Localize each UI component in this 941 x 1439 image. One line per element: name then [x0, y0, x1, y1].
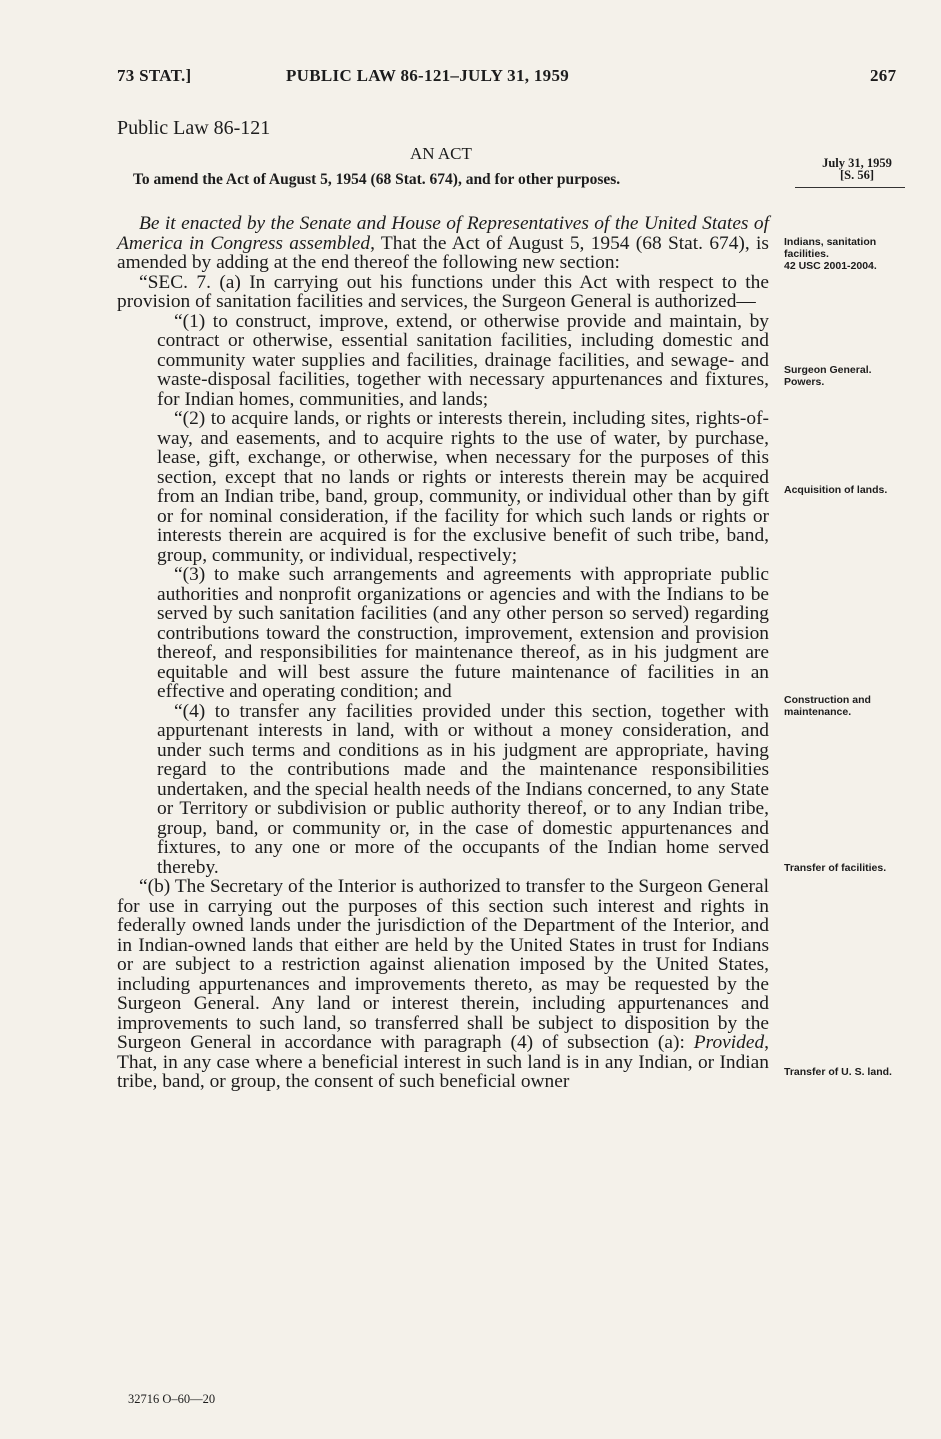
date-divider — [795, 187, 905, 188]
page-number: 267 — [870, 66, 897, 85]
law-title: Public Law 86-121 — [117, 117, 271, 139]
paragraph-2: “(2) to acquire lands, or rights or interests therein, including sites, rights-of-way, and easements, and to acquire rights to the use of water, by purchase, lease, gift, exchange, or otherwise, when necessary for the purposes of this section, except that no lands or rights or interests therein may be acquired from an Indian tribe, band, group, community, or individual other than by gift or for nominal consideration, if the facility for which such lands or rights or interests therein are acquired is for the exclusive benefit of such tribe, band, group, community, or individual, respectively; — [157, 408, 769, 566]
subsection-b-text: “(b) The Secretary of the Interior is authorized to transfer to the Surgeon General for use in carrying out the purposes of this section such interest and rights in federally owned lands under the jurisdiction of the Department of the Interior, and in Indian-owned lands that either are held by the United States in trust for Indians or are subject to a restriction against alienation imposed by the United States, including appurtenances and improvements thereto, as may be requested by the Surgeon General. Any land or interest therein, including appurtenances and improvements to such land, so transferred shall be subject to disposition by the Surgeon General in accordance with paragraph (4) of subsection (a): — [117, 876, 769, 1053]
date-note-bill: [S. 56] — [839, 168, 875, 182]
note-acquisition: Acquisition of lands. — [784, 484, 888, 496]
header-title: PUBLIC LAW 86-121–JULY 31, 1959 — [286, 66, 570, 85]
date-note — [814, 157, 900, 181]
margin-note-indians — [784, 236, 924, 272]
note-powers: Powers. — [784, 376, 825, 388]
act-caption: To amend the Act of August 5, 1954 (68 Stat. 674), and for other purposes. — [133, 171, 621, 188]
note-indians: Indians, sanitation facilities. — [784, 236, 877, 260]
subsection-b-rest: , That, in any case where a beneficial interest in such land is in any Indian, or Indian tribe, band, or group, the consent of such beneficial owner — [117, 1032, 769, 1092]
header-volume: 73 STAT.] — [117, 66, 192, 85]
body-text — [117, 214, 769, 1092]
enacting-rest: , That the Act of August 5, 1954 (68 Stat. 674), is amended by adding at the end thereof the following new section: — [117, 232, 769, 273]
act-heading: AN ACT — [410, 144, 472, 163]
footer-print-code: 32716 O–60—20 — [128, 1392, 216, 1406]
enacting-clause — [117, 214, 769, 273]
paragraph-1: “(1) to construct, improve, extend, or otherwise provide and maintain, by contract or otherwise, essential sanitation facilities, including domestic and community water supplies and facilities, drainage facilities, and sewage- and waste-disposal facilities, together with necessary appurtenances and fixtures, for Indian homes, communities, and lands; — [157, 310, 769, 410]
note-usc: 42 USC 2001-2004. — [784, 260, 877, 272]
note-surgeon: Surgeon General. — [784, 364, 872, 376]
subsection-b — [117, 877, 769, 1092]
enacting-italic: Be it enacted by the Senate and House of Representatives of the United States of America in Congress assembled — [117, 213, 769, 254]
paragraph-3: “(3) to make such arrangements and agreements with appropriate public authorities and nonprofit organizations or agencies and with the Indians to be served by such sanitation facilities (and any other person so served) regarding contributions toward the construction, improvement, extension and provision thereof, and responsibilities for maintenance thereof, as in his judgment are equitable and will best assure the future maintenance of facilities in an effective and operating condition; and — [157, 564, 769, 702]
provided-italic: Provided — [693, 1032, 765, 1053]
section-7a: “SEC. 7. (a) In carrying out his functions under this Act with respect to the provision of sanitation facilities and services, the Surgeon General is authorized— — [117, 271, 769, 312]
date-note-date: July 31, 1959 — [822, 156, 892, 170]
note-construction: Construction and maintenance. — [784, 694, 871, 718]
margin-note-surgeon — [784, 364, 924, 388]
note-transfer-land: Transfer of U. S. land. — [784, 1066, 892, 1078]
note-transfer-facilities: Transfer of facilities. — [784, 862, 887, 874]
paragraph-4: “(4) to transfer any facilities provided under this section, together with appurtenant interests in land, with or without a money consideration, and under such terms and conditions as in his judgment are appropriate, having regard to the contributions made and the maintenance responsibilities undertaken, and the special health needs of the Indians concerned, to any State or Territory or subdivision or public authority thereof, or to any Indian tribe, group, band, or community or, in the case of domestic appurtenances and fixtures, to any one or more of the occupants of the Indian home served thereby. — [157, 700, 769, 878]
